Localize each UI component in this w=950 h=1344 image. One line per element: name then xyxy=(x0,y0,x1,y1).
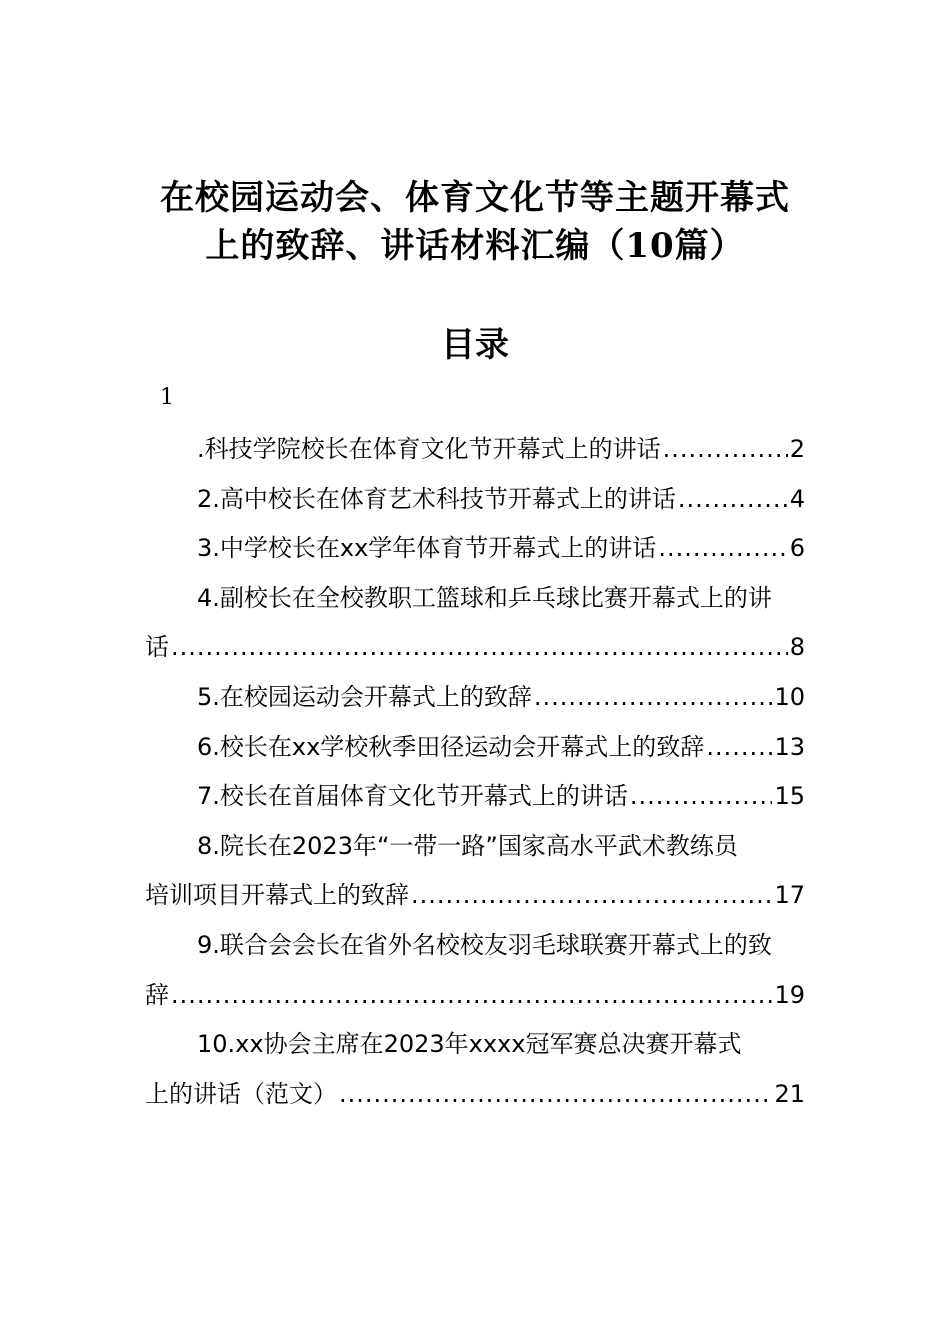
toc-entry-page: 19 xyxy=(774,980,805,1009)
document-title-line-2: 上的致辞、讲话材料汇编（10篇） xyxy=(205,226,745,266)
toc-leader-dots xyxy=(339,1070,772,1120)
toc-entry-6[interactable] xyxy=(145,723,805,773)
toc-entry-text: 6.校长在xx学校秋季田径运动会开幕式上的致辞 xyxy=(197,732,705,761)
toc-entry-text-line2: 话 xyxy=(145,633,169,662)
toc-entry-text-line1: 10.xx协会主席在2023年xxxx冠军赛总决赛开幕式 xyxy=(197,1030,742,1059)
table-of-contents xyxy=(145,425,805,1119)
toc-entry-text: 2.高中校长在体育艺术科技节开幕式上的讲话 xyxy=(197,484,676,513)
toc-leader-dots xyxy=(171,971,772,1021)
toc-entry-3[interactable] xyxy=(145,524,805,574)
toc-entry-text-line1: 8.院长在2023年“一带一路”国家高水平武术教练员 xyxy=(197,831,738,860)
toc-leader-dots xyxy=(658,524,787,574)
toc-entry-page: 17 xyxy=(774,881,805,910)
toc-entry-text: 7.校长在首届体育文化节开幕式上的讲话 xyxy=(197,782,628,811)
toc-entry-text-line1: 4.副校长在全校教职工篮球和乒乓球比赛开幕式上的讲 xyxy=(197,583,772,612)
toc-entry-1[interactable] xyxy=(145,425,805,475)
toc-entry-text-line2: 培训项目开幕式上的致辞 xyxy=(145,881,409,910)
toc-leader-dots xyxy=(534,673,773,723)
toc-entry-page: 21 xyxy=(774,1079,805,1108)
toc-entry-page: 8 xyxy=(789,633,805,662)
toc-entry-5[interactable] xyxy=(145,673,805,723)
toc-entry-page: 4 xyxy=(789,484,805,513)
toc-leader-dots xyxy=(678,475,788,525)
stray-page-number: 1 xyxy=(160,385,174,410)
toc-entry-2[interactable] xyxy=(145,475,805,525)
toc-entry-text-line2: 上的讲话（范文） xyxy=(145,1079,337,1108)
toc-entry-page: 2 xyxy=(789,435,805,463)
toc-entry-page: 13 xyxy=(774,732,805,761)
toc-leader-dots xyxy=(706,723,772,773)
toc-entry-page: 15 xyxy=(774,782,805,811)
toc-entry-9[interactable] xyxy=(145,921,805,1020)
toc-entry-text: 5.在校园运动会开幕式上的致辞 xyxy=(197,682,532,711)
toc-leader-dots xyxy=(411,871,772,921)
toc-entry-text-line2: 辞 xyxy=(145,980,169,1009)
toc-entry-4[interactable] xyxy=(145,574,805,673)
toc-leader-dots xyxy=(630,772,773,822)
toc-entry-8[interactable] xyxy=(145,822,805,921)
toc-leader-dots xyxy=(663,425,788,475)
toc-entry-7[interactable] xyxy=(145,772,805,822)
toc-leader-dots xyxy=(171,623,788,673)
toc-entry-page: 6 xyxy=(789,534,805,563)
toc-entry-text: 3.中学校长在xx学年体育节开幕式上的讲话 xyxy=(197,534,657,563)
toc-heading: 目录 xyxy=(441,325,509,365)
toc-entry-page: 10 xyxy=(774,682,805,711)
document-title-line-1: 在校园运动会、体育文化节等主题开幕式 xyxy=(160,178,790,218)
toc-entry-10[interactable] xyxy=(145,1020,805,1119)
toc-entry-text: .科技学院校长在体育文化节开幕式上的讲话 xyxy=(197,435,661,463)
toc-entry-text-line1: 9.联合会会长在省外名校校友羽毛球联赛开幕式上的致 xyxy=(197,930,772,959)
